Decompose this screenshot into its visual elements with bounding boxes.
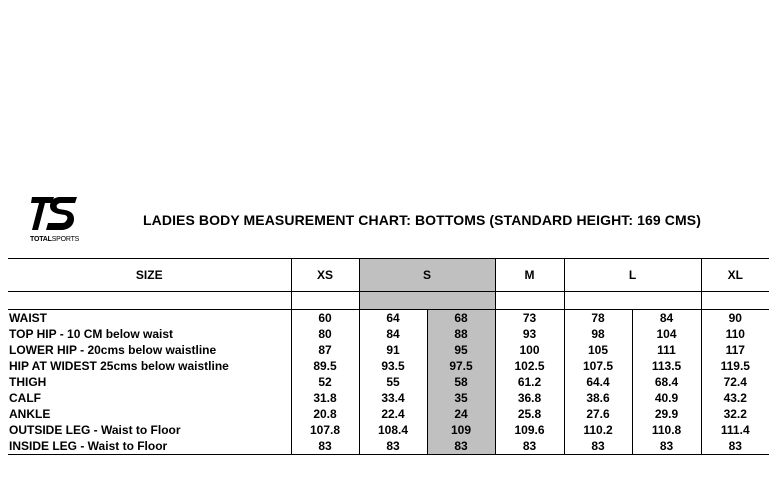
size-header-row	[8, 259, 769, 292]
table-row	[8, 406, 769, 422]
measurement-value: 22.4	[359, 406, 427, 422]
measurement-value: 52	[291, 374, 359, 390]
measurement-value: 87	[291, 342, 359, 358]
logo-brand-text: TOTALSPORTS	[30, 236, 80, 243]
measurement-value: 88	[427, 326, 495, 342]
measurement-value: 72.4	[723, 375, 747, 389]
measurement-value: 108.4	[359, 422, 427, 438]
table-row	[8, 310, 769, 327]
chart-title: LADIES BODY MEASUREMENT CHART: BOTTOMS (STANDARD HEIGHT: 169 CMS)	[143, 212, 701, 228]
measurement-value: 110	[725, 327, 745, 341]
measurement-value: 36.8	[495, 390, 564, 406]
measurement-value: 109.6	[495, 422, 564, 438]
measurement-value: 43.2	[723, 391, 747, 405]
measurement-value: 29.9	[632, 406, 701, 422]
measurement-label: CALF	[8, 390, 291, 406]
measurement-value: 27.6	[564, 406, 632, 422]
measurement-label: TOP HIP - 10 CM below waist	[8, 326, 291, 342]
measurement-value: 68	[427, 310, 495, 327]
table-row	[8, 326, 769, 342]
spacer-cell	[359, 292, 495, 310]
measurement-table	[8, 258, 769, 455]
measurement-value: 64.4	[564, 374, 632, 390]
measurement-label: INSIDE LEG - Waist to Floor	[8, 438, 291, 455]
measurement-value: 83	[701, 438, 769, 455]
measurement-value: 32.2	[723, 407, 747, 421]
table-row	[8, 342, 769, 358]
measurement-label: OUTSIDE LEG - Waist to Floor	[8, 422, 291, 438]
measurement-value: 31.8	[291, 390, 359, 406]
measurement-label: ANKLE	[8, 406, 291, 422]
measurement-value: 83	[564, 438, 632, 455]
ts-monogram-icon	[30, 194, 82, 234]
size-header-m: M	[495, 259, 564, 292]
spacer-cell	[495, 292, 564, 310]
measurement-value: 78	[564, 310, 632, 327]
totalsports-logo	[30, 194, 86, 248]
measurement-value: 90	[728, 311, 742, 325]
spacer-cell	[291, 292, 359, 310]
measurement-value: 111	[632, 342, 701, 358]
measurement-value: 110.8	[632, 422, 701, 438]
measurement-value: 95	[427, 342, 495, 358]
table-row	[8, 438, 769, 455]
measurement-label: LOWER HIP - 20cms below waistline	[8, 342, 291, 358]
measurement-value: 40.9	[632, 390, 701, 406]
measurement-value: 83	[632, 438, 701, 455]
measurement-value: 20.8	[291, 406, 359, 422]
measurement-value: 104	[632, 326, 701, 342]
spacer-cell	[564, 292, 701, 310]
size-header-l: L	[564, 259, 701, 292]
measurement-value: 68.4	[632, 374, 701, 390]
measurement-value: 83	[495, 438, 564, 455]
measurement-value: 119.5	[720, 359, 750, 373]
size-header-xs: XS	[291, 259, 359, 292]
measurement-value: 83	[359, 438, 427, 455]
table-row	[8, 422, 769, 438]
measurement-value: 83	[291, 438, 359, 455]
table-row	[8, 374, 769, 390]
measurement-value: 97.5	[427, 358, 495, 374]
measurement-value: 113.5	[632, 358, 701, 374]
measurement-label: WAIST	[8, 310, 291, 327]
table-row	[8, 390, 769, 406]
measurement-value: 84	[632, 310, 701, 327]
measurement-value: 25.8	[495, 406, 564, 422]
spacer-cell	[8, 292, 291, 310]
measurement-value: 60	[291, 310, 359, 327]
measurement-value: 111.4	[720, 423, 750, 437]
measurement-value: 89.5	[291, 358, 359, 374]
measurement-value: 98	[564, 326, 632, 342]
size-header-s: S	[359, 259, 495, 292]
spacer-cell	[701, 292, 769, 310]
size-column-header: SIZE	[8, 259, 291, 292]
measurement-value: 110.2	[564, 422, 632, 438]
measurement-value: 64	[359, 310, 427, 327]
measurement-value: 83	[427, 438, 495, 455]
measurement-value: 93	[495, 326, 564, 342]
measurement-label: THIGH	[8, 374, 291, 390]
size-header-xl: XL	[701, 259, 769, 292]
measurement-value: 33.4	[359, 390, 427, 406]
measurement-value: 58	[427, 374, 495, 390]
measurement-value: 55	[359, 374, 427, 390]
measurement-value: 93.5	[359, 358, 427, 374]
spacer-row	[8, 292, 769, 310]
measurement-value: 102.5	[495, 358, 564, 374]
measurement-value: 100	[495, 342, 564, 358]
measurement-value: 107.8	[291, 422, 359, 438]
measurement-value: 117	[725, 343, 745, 357]
measurement-value: 91	[359, 342, 427, 358]
measurement-value: 38.6	[564, 390, 632, 406]
measurement-value: 80	[291, 326, 359, 342]
measurement-value: 84	[359, 326, 427, 342]
measurement-value: 105	[564, 342, 632, 358]
measurement-value: 73	[495, 310, 564, 327]
measurement-value: 109	[427, 422, 495, 438]
measurement-label: HIP AT WIDEST 25cms below waistline	[8, 358, 291, 374]
measurement-value: 24	[427, 406, 495, 422]
measurement-value: 107.5	[564, 358, 632, 374]
measurement-value: 61.2	[495, 374, 564, 390]
measurement-value: 35	[427, 390, 495, 406]
table-row	[8, 358, 769, 374]
